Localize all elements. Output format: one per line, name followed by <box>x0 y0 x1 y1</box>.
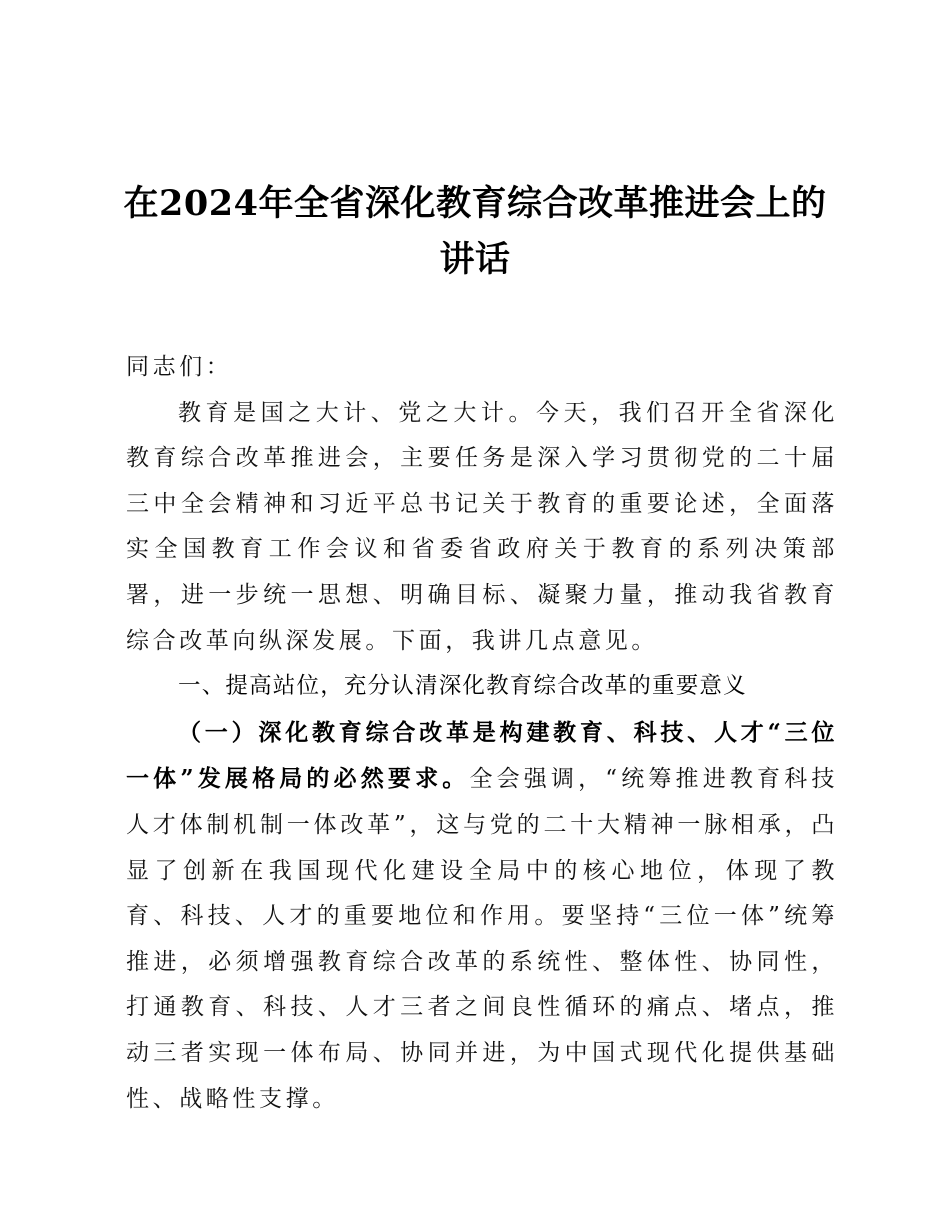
subsection-paragraph <box>126 710 838 1122</box>
section-heading: 一、提高站位，充分认清深化教育综合改革的重要意义 <box>178 673 747 700</box>
document-title: 在2024年全省深化教育综合改革推进会上的讲话 <box>123 183 827 280</box>
subsection-text: 全会强调，“统筹推进教育科技人才体制机制一体改革”，这与党的二十大精神一脉相承，凸显了创新在我国现代化建设全局中的核心地位，体现了教育、科技、人才的重要地位和作用。要坚持“三位一体”统筹推进，必须增强教育综合改革的系统性、整体性、协同性，打通教育、科技、人才三者之间良性循环的痛点、堵点，推动三者实现一体布局、协同并进，为中国式现代化提供基础性、战略性支撑。 <box>126 766 838 1112</box>
document-body <box>126 345 838 1122</box>
subsection-lead: （一）深化教育综合改革是构建教育、科技、人才“三位一体”发展格局的必然要求。 <box>126 718 838 793</box>
salutation: 同志们： <box>126 354 233 380</box>
body-paragraph: 教育是国之大计、党之大计。今天，我们召开全省深化教育综合改革推进会，主要任务是深入学习贯彻党的二十届三中全会精神和习近平总书记关于教育的重要论述，全面落实全国教育工作会议和省委省政府关于教育的系列决策部署，进一步统一思想、明确目标、凝聚力量，推动我省教育综合改革向纵深发展。下面，我讲几点意见。 <box>126 399 838 654</box>
